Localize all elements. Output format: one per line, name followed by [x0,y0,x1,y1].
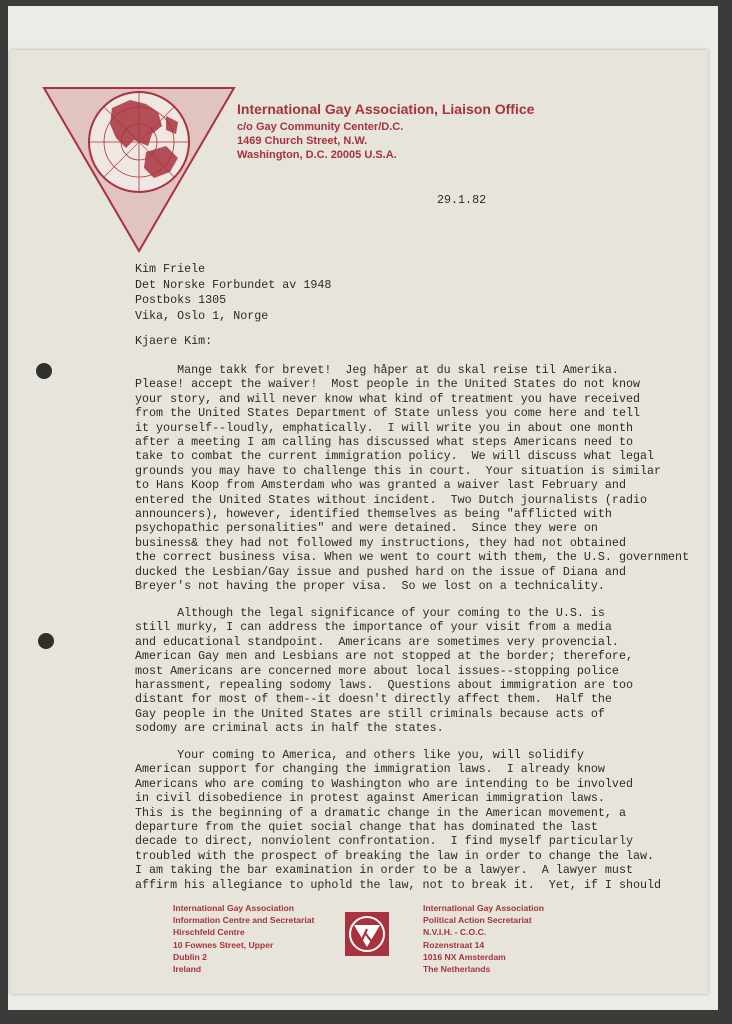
text-line: Americans who are coming to Washington who are intending to be involved [135,776,633,791]
text-line: American Gay men and Lesbians are not stopped at the border; therefore, [135,649,633,664]
text-line: I am taking the bar examination in order to be a lawyer. A lawyer must [135,863,633,878]
text-line: harassment, repealing sodomy laws. Questions about immigration are too [135,678,633,693]
footer-line: The Netherlands [423,964,491,975]
body-paragraph-3 [135,748,680,892]
text-line: Mange takk for brevet! Jeg håper at du skal reise til Amerika. [135,363,619,377]
text-line: This is the beginning of a dramatic change in the American movement, a [135,805,626,820]
body-paragraph-2 [135,606,680,736]
recipient-line: Det Norske Forbundet av 1948 [135,277,332,292]
text-line: grounds you may have to challenge this in court. Your situation is similar [135,463,662,478]
footer-line: Rozenstraat 14 [423,939,485,950]
text-line: American support for changing the immigration laws. I already know [135,762,605,777]
text-line: to Hans Koop from Amsterdam who was granted a waiver last February and [135,478,626,493]
text-line: troubled with the prospect of breaking the law in order to change the law. [135,848,655,863]
footer-line: Information Centre and Secretariat [173,915,315,926]
text-line: business& they had not followed my instructions, they had not obtained [135,535,626,550]
text-line: and educational standpoint. Americans are sometimes very provencial. [135,634,619,649]
letterhead-organization: International Gay Association, Liaison Office [237,101,535,117]
punch-hole-top [36,363,52,379]
text-line: Gay people in the United States are still criminals because acts of [135,706,605,721]
text-line: distant for most of them--it doesn't directly affect them. Half the [135,692,612,707]
letterhead-address-line: Washington, D.C. 20005 U.S.A. [237,149,397,161]
letter-date: 29.1.82 [437,193,487,207]
footer-line: 1016 NX Amsterdam [423,951,506,962]
footer-line: Dublin 2 [173,951,207,962]
text-line: from the United States Department of State unless you come here and tell [135,406,640,421]
text-line: Please! accept the waiver! Most people in the United States do not know [135,377,640,392]
text-line: ducked the Lesbian/Gay issue and pushed hard on the issue of Diana and [135,564,626,579]
text-line: Although the legal significance of your coming to the U.S. is [135,606,605,620]
recipient-address [135,262,331,324]
lambda-triangle-icon [345,912,389,956]
punch-hole-bottom [38,633,54,649]
text-line: entered the United States without incident. Two Dutch journalists (radio [135,492,647,507]
salutation: Kjaere Kim: [135,334,213,348]
iga-globe-logo [42,86,236,254]
footer-line: Ireland [173,964,202,975]
text-line: decade to direct, nonviolent confrontation. I find myself particularly [135,834,633,849]
text-line: it yourself--loudly, emphatically. I will write you in about one month [135,420,633,435]
footer-line: 10 Fownes Street, Upper [173,939,274,950]
recipient-line: Kim Friele [135,262,206,276]
text-line: departure from the quiet social change that has dominated the last [135,820,598,835]
text-line: the correct business visa. When we went to court with them, the U.S. government [135,550,690,565]
recipient-line: Vika, Oslo 1, Norge [135,308,269,323]
text-line: in civil disobedience in protest against American immigration laws. [135,791,605,806]
body-paragraph-1 [135,363,690,594]
letterhead-address-line: 1469 Church Street, N.W. [237,135,368,147]
text-line: still murky, I can address the importance of your visit from a media [135,620,612,635]
text-line: sodomy are criminal acts in half the states. [135,721,444,736]
text-line: most Americans are concerned more about local issues--stopping police [135,663,619,678]
footer-dublin-address [173,902,314,975]
footer-amsterdam-address [423,902,544,975]
text-line: affirm his allegiance to uphold the law, not to break it. Yet, if I should [135,877,662,892]
footer-line: Hirschfeld Centre [173,927,245,938]
text-line: psychopathic personalities" and were detained. Since they were on [135,521,598,536]
footer-line: International Gay Association [173,903,294,913]
text-line: Your coming to America, and others like you, will solidify [135,748,584,762]
footer-line: Political Action Secretariat [423,915,532,926]
text-line: after a meeting I am calling has discussed what steps Americans need to [135,435,633,450]
footer-line: International Gay Association [423,903,544,913]
text-line: take to combat the current immigration policy. We will discuss what legal [135,449,655,464]
text-line: your story, and will never know what kind of treatment you have received [135,391,640,406]
letterhead-address-line: c/o Gay Community Center/D.C. [237,121,404,133]
recipient-line: Postboks 1305 [135,293,227,307]
footer-line: N.V.I.H. - C.O.C. [423,927,487,938]
text-line: announcers), however, identified themselves as being "afflicted with [135,507,612,522]
text-line: Breyer's not having the proper visa. So we lost on a technicality. [135,579,605,594]
